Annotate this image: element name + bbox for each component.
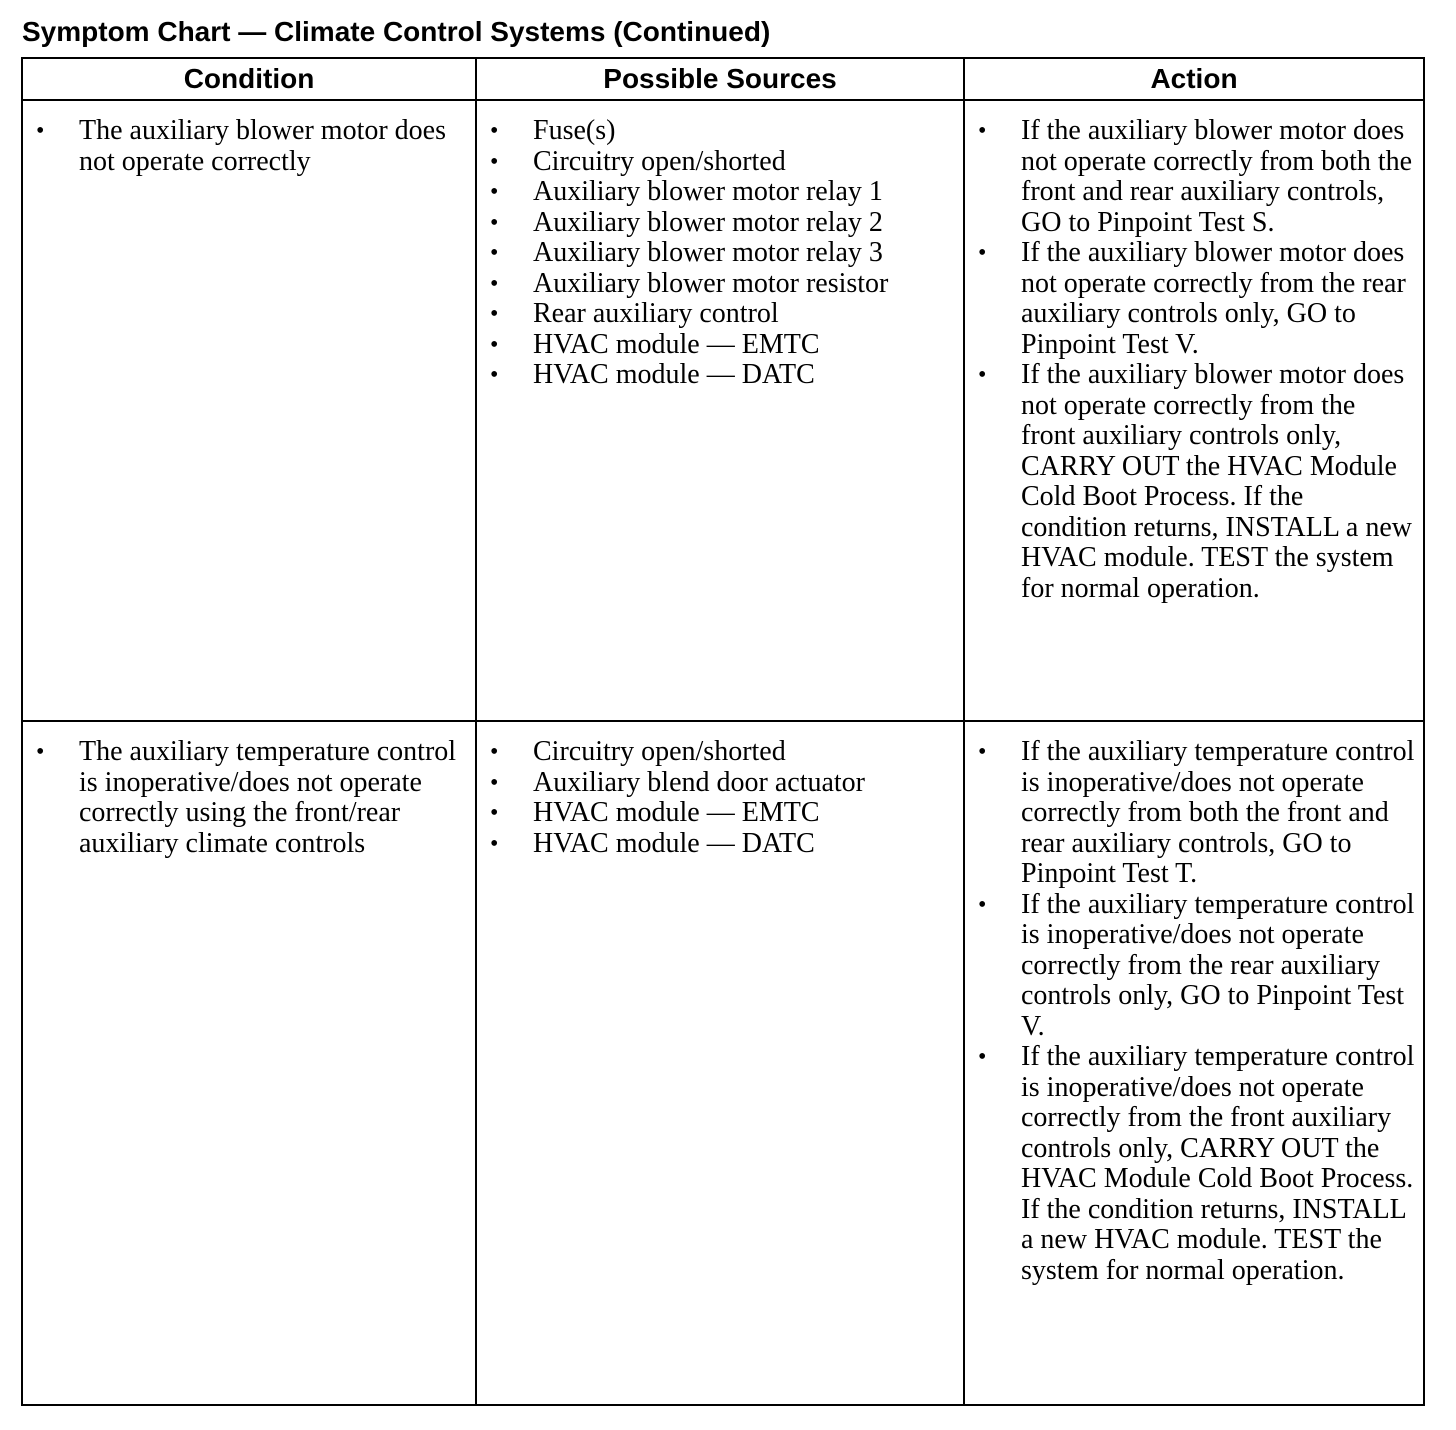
action-text: If the auxiliary blower motor does not operate correctly from both the front and rear auxiliary controls, GO to Pinpoint Test S. bbox=[1021, 115, 1413, 238]
bullet-icon: • bbox=[978, 1044, 987, 1070]
bullet-icon: • bbox=[36, 118, 45, 144]
bullet-icon: • bbox=[490, 739, 499, 765]
bullet-icon: • bbox=[978, 362, 987, 388]
possible-sources-header: Possible Sources bbox=[476, 58, 964, 100]
bullet-icon: • bbox=[978, 891, 987, 918]
source-text: HVAC module — DATC bbox=[533, 359, 815, 390]
condition-list bbox=[23, 101, 475, 177]
possible-sources-cell bbox=[476, 721, 964, 1405]
bullet-icon: • bbox=[36, 739, 45, 765]
list-item bbox=[477, 798, 955, 829]
bullet-icon: • bbox=[490, 270, 499, 297]
bullet-icon: • bbox=[490, 830, 499, 857]
list-item bbox=[965, 116, 1415, 238]
source-text: HVAC module — DATC bbox=[533, 827, 815, 859]
action-text: If the auxiliary blower motor does not operate correctly from the front auxiliary controls only, CARRY OUT the HVAC Module Cold Boot Process. If the condition returns, INSTALL a new HVAC module. TEST the system for normal operation. bbox=[1021, 359, 1412, 604]
source-text: Auxiliary blower motor relay 2 bbox=[533, 206, 883, 238]
bullet-icon: • bbox=[978, 118, 987, 144]
bullet-icon: • bbox=[978, 240, 987, 266]
list-item bbox=[477, 177, 955, 208]
action-text: If the auxiliary temperature control is inoperative/does not operate correctly from the front auxiliary controls only, CARRY OUT the HVAC Module Cold Boot Process. If the condition returns, INSTALL a new HVAC module. TEST the system for normal operation. bbox=[1021, 1041, 1415, 1286]
bullet-icon: • bbox=[490, 118, 499, 144]
bullet-icon: • bbox=[490, 240, 499, 266]
bullet-icon: • bbox=[978, 739, 987, 765]
bullet-icon: • bbox=[490, 769, 499, 796]
action-cell bbox=[964, 100, 1424, 721]
list-item bbox=[965, 1042, 1415, 1286]
list-item bbox=[477, 299, 955, 330]
list-item bbox=[477, 829, 955, 860]
list-item bbox=[477, 147, 955, 178]
condition-cell bbox=[22, 721, 476, 1405]
bullet-icon: • bbox=[490, 209, 499, 236]
action-text: If the auxiliary temperature control is inoperative/does not operate correctly from the rear auxiliary controls only, GO to Pinpoint Test V. bbox=[1021, 888, 1415, 1042]
bullet-icon: • bbox=[490, 301, 499, 327]
action-text: If the auxiliary temperature control is inoperative/does not operate correctly from both the front and rear auxiliary controls, GO to Pinpoint Test T. bbox=[1021, 736, 1415, 889]
condition-cell bbox=[22, 100, 476, 721]
condition-header: Condition bbox=[22, 58, 476, 100]
list-item bbox=[965, 737, 1415, 890]
list-item bbox=[23, 116, 467, 177]
list-item bbox=[477, 238, 955, 269]
source-text: Auxiliary blend door actuator bbox=[533, 766, 866, 798]
list-item bbox=[477, 208, 955, 239]
list-item bbox=[965, 890, 1415, 1043]
bullet-icon: • bbox=[490, 179, 499, 205]
source-text: Auxiliary blower motor relay 1 bbox=[533, 176, 883, 207]
action-header: Action bbox=[964, 58, 1424, 100]
actions-list bbox=[965, 722, 1423, 1286]
list-item bbox=[965, 360, 1415, 604]
list-item bbox=[965, 238, 1415, 360]
action-text: If the auxiliary blower motor does not operate correctly from the rear auxiliary controls only, GO to Pinpoint Test V. bbox=[1021, 237, 1406, 360]
bullet-icon: • bbox=[490, 331, 499, 358]
source-text: Rear auxiliary control bbox=[533, 298, 779, 329]
list-item bbox=[477, 330, 955, 361]
source-text: Circuitry open/shorted bbox=[533, 736, 786, 767]
sources-list bbox=[477, 101, 963, 391]
list-item bbox=[477, 116, 955, 147]
condition-list bbox=[23, 722, 475, 859]
list-item bbox=[477, 360, 955, 391]
sources-list bbox=[477, 722, 963, 859]
list-item bbox=[477, 269, 955, 300]
list-item bbox=[477, 737, 955, 768]
source-text: HVAC module — EMTC bbox=[533, 797, 820, 828]
bullet-icon: • bbox=[490, 362, 499, 388]
source-text: Fuse(s) bbox=[533, 115, 616, 146]
list-item bbox=[23, 737, 467, 859]
bullet-icon: • bbox=[490, 148, 499, 175]
condition-text: The auxiliary blower motor does not operate correctly bbox=[79, 115, 447, 177]
source-text: HVAC module — EMTC bbox=[533, 328, 820, 360]
bullet-icon: • bbox=[490, 800, 499, 826]
actions-list bbox=[965, 101, 1423, 604]
list-item bbox=[477, 768, 955, 799]
source-text: Auxiliary blower motor relay 3 bbox=[533, 237, 883, 268]
condition-text: The auxiliary temperature control is inoperative/does not operate correctly using the front/rear auxiliary climate controls bbox=[79, 736, 457, 859]
table-row bbox=[22, 100, 1424, 721]
source-text: Circuitry open/shorted bbox=[533, 145, 786, 177]
table-row bbox=[22, 721, 1424, 1405]
page-title: Symptom Chart — Climate Control Systems (Continued) bbox=[22, 16, 771, 47]
action-cell bbox=[964, 721, 1424, 1405]
symptom-table bbox=[21, 57, 1425, 1406]
table-header-row bbox=[22, 58, 1424, 100]
source-text: Auxiliary blower motor resistor bbox=[533, 267, 889, 299]
possible-sources-cell bbox=[476, 100, 964, 721]
